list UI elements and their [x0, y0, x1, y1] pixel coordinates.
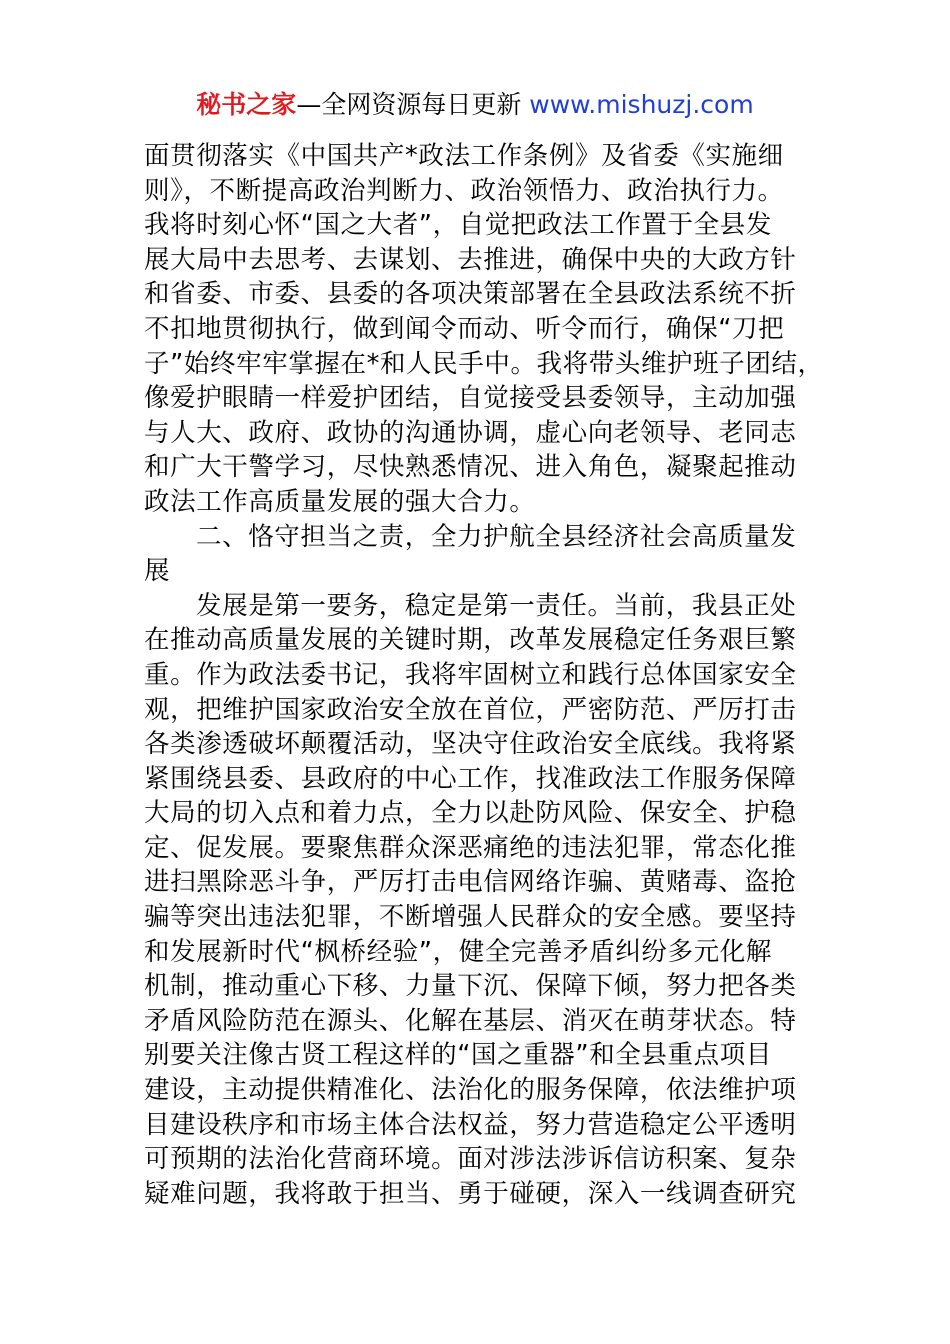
text-line: 机制，推动重心下移、力量下沉、保障下倾，努力把各类: [144, 971, 797, 1002]
text-line: 面贯彻落实《中国共产*政法工作条例》及省委《实施细: [144, 141, 784, 171]
text-line: 像爱护眼睛一样爱护团结，自觉接受县委领导，主动加强: [144, 383, 797, 414]
text-line: 大局的切入点和着力点，全力以赴防风险、保安全、护稳: [144, 798, 797, 829]
text-line: 可预期的法治化营商环境。面对涉法涉诉信访积案、复杂: [144, 1144, 797, 1175]
text-line: 紧围绕县委、县政府的中心工作，找准政法工作服务保障: [144, 763, 797, 794]
text-line: 各类渗透破坏颠覆活动，坚决守住政治安全底线。我将紧: [144, 729, 797, 760]
section-heading: 二、恪守担当之责，全力护航全县经济社会高质量发: [196, 521, 797, 552]
text-line: 别要关注像古贤工程这样的“国之重器”和全县重点项目: [144, 1040, 772, 1071]
text-line: 进扫黑除恶斗争，严厉打击电信网络诈骗、黄赌毒、盗抢: [144, 867, 797, 898]
text-line: 和发展新时代“枫桥经验”，健全完善矛盾纠纷多元化解: [144, 936, 772, 967]
document-body: [144, 139, 834, 1211]
text-line: 疑难问题，我将敢于担当、勇于碰硬，深入一线调查研究: [144, 1178, 797, 1209]
text-line: 我将时刻心怀“国之大者”，自觉把政法工作置于全县发: [144, 210, 772, 241]
text-line: 重。作为政法委书记，我将牢固树立和践行总体国家安全: [144, 659, 797, 690]
text-line: 定、促发展。要聚焦群众深恶痛绝的违法犯罪，常态化推: [144, 832, 797, 863]
site-header: [0, 88, 950, 122]
text-line: 展大局中去思考、去谋划、去推进，确保中央的大政方针: [144, 244, 797, 275]
header-tagline: —全网资源每日更新: [296, 90, 530, 119]
text-line: 和广大干警学习，尽快熟悉情况、进入角色，凝聚起推动: [144, 452, 797, 483]
text-line: 不扣地贯彻执行，做到闻令而动、听令而行，确保“刀把: [144, 313, 785, 344]
text-line: 则》，不断提高政治判断力、政治领悟力、政治执行力。: [144, 175, 784, 206]
text-line: 骗等突出违法犯罪，不断增强人民群众的安全感。要坚持: [144, 902, 797, 933]
text-line: 矛盾风险防范在源头、化解在基层、消灭在萌芽状态。特: [144, 1005, 797, 1036]
text-line: 目建设秩序和市场主体合法权益，努力营造稳定公平透明: [144, 1109, 797, 1140]
text-line: 建设，主动提供精准化、法治化的服务保障，依法维护项: [144, 1075, 797, 1106]
section-heading-continued: 展: [144, 556, 171, 587]
site-url-link[interactable]: www.mishuzj.com: [529, 90, 754, 119]
text-line: 子”始终牢牢掌握在*和人民手中。我将带头维护班子团结，: [144, 348, 824, 379]
brand-name: 秘书之家: [196, 90, 297, 119]
text-line: 政法工作高质量发展的强大合力。: [144, 486, 536, 517]
text-line: 观，把维护国家政治安全放在首位，严密防范、严厉打击: [144, 694, 797, 725]
text-line: 发展是第一要务，稳定是第一责任。当前，我县正处: [196, 590, 797, 621]
text-line: 和省委、市委、县委的各项决策部署在全县政法系统不折: [144, 279, 797, 310]
text-line: 与人大、政府、政协的沟通协调，虚心向老领导、老同志: [144, 417, 797, 448]
text-line: 在推动高质量发展的关键时期，改革发展稳定任务艰巨繁: [144, 625, 797, 656]
